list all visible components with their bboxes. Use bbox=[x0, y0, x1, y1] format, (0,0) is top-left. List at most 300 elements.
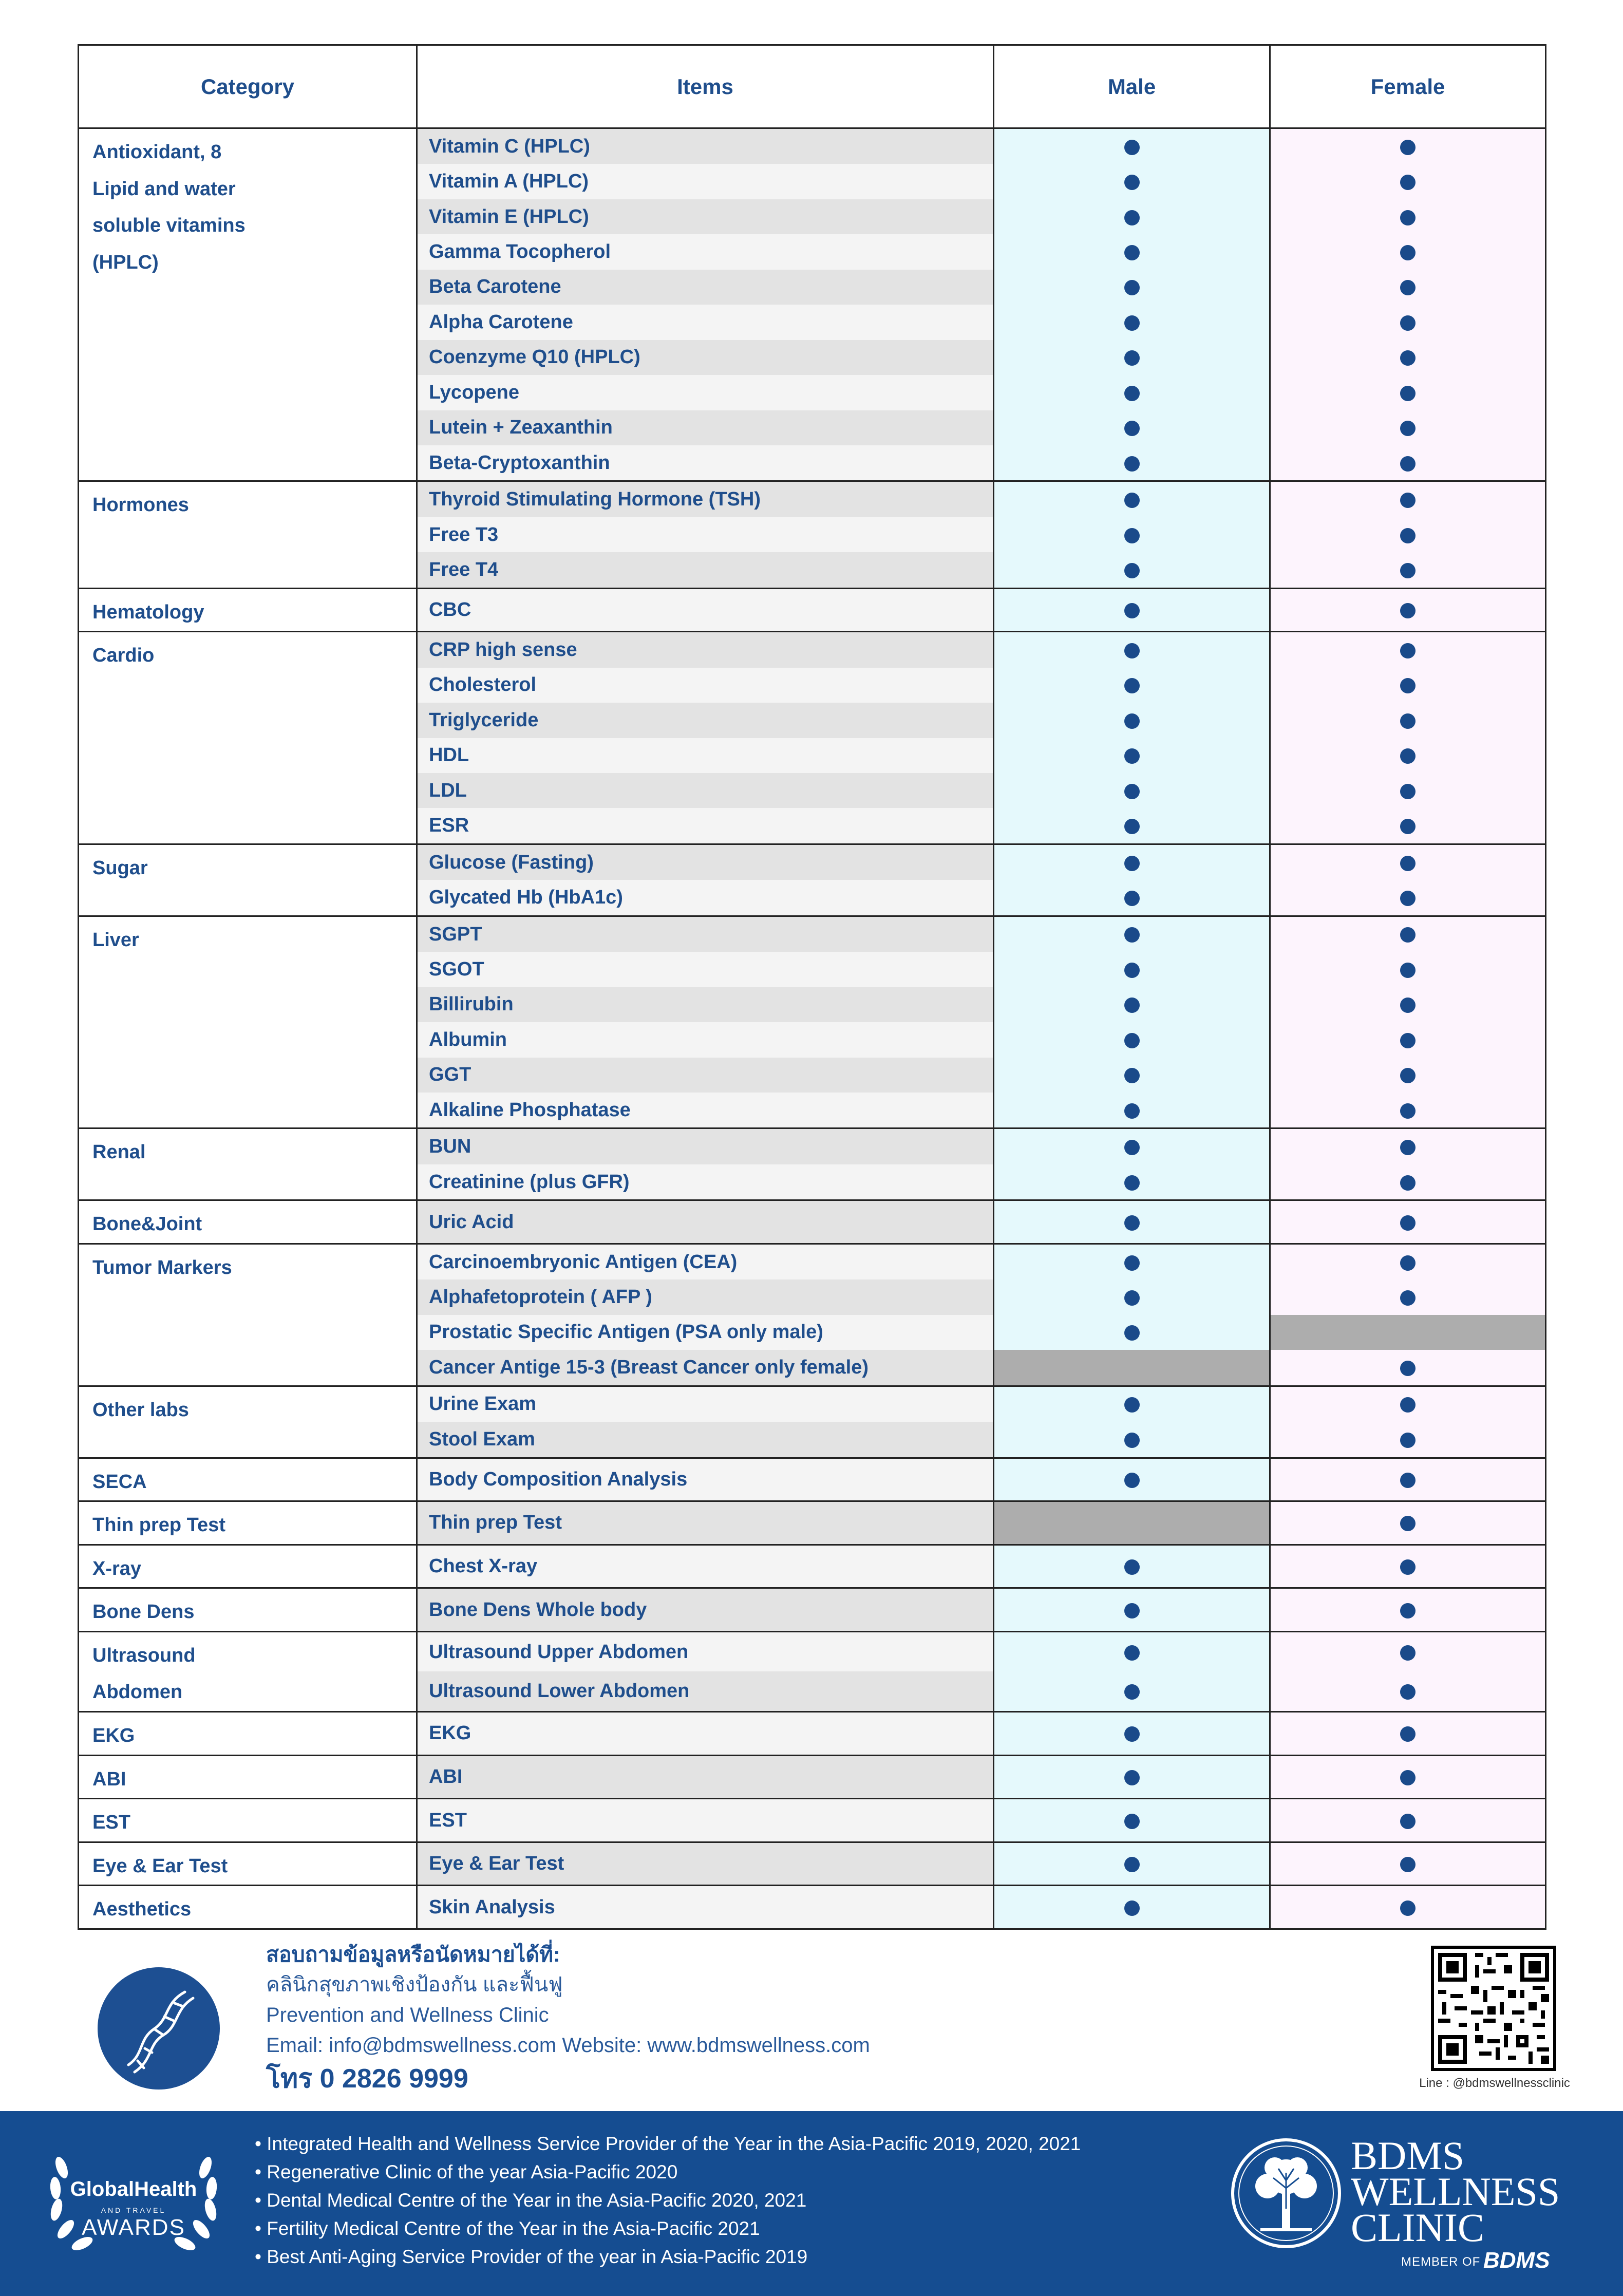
included-dot-icon bbox=[1400, 1770, 1416, 1785]
included-dot-icon bbox=[1124, 1325, 1140, 1341]
male-cell bbox=[994, 1501, 1270, 1545]
item-cell: SGOT bbox=[417, 952, 994, 987]
female-cell bbox=[1270, 1279, 1546, 1314]
category-label: Thin prep Test bbox=[92, 1514, 225, 1536]
included-dot-icon bbox=[1400, 1215, 1416, 1231]
item-cell: Skin Analysis bbox=[417, 1886, 994, 1929]
item-cell: Vitamin E (HPLC) bbox=[417, 199, 994, 234]
header-female: Female bbox=[1270, 45, 1546, 128]
category-cell bbox=[79, 1200, 417, 1244]
female-cell bbox=[1270, 1712, 1546, 1756]
male-cell bbox=[994, 1244, 1270, 1279]
included-dot-icon bbox=[1124, 643, 1140, 658]
included-dot-icon bbox=[1400, 713, 1416, 729]
female-cell bbox=[1270, 1164, 1546, 1200]
awards-list bbox=[255, 2130, 1081, 2271]
item-cell: EKG bbox=[417, 1712, 994, 1756]
female-cell bbox=[1270, 703, 1546, 738]
included-dot-icon bbox=[1400, 245, 1416, 260]
female-cell bbox=[1270, 517, 1546, 552]
included-dot-icon bbox=[1124, 140, 1140, 155]
category-cell bbox=[79, 1755, 417, 1799]
table-row bbox=[79, 844, 1546, 880]
item-cell: CRP high sense bbox=[417, 632, 994, 668]
table-row bbox=[79, 632, 1546, 668]
member-brand-logo: BDMS bbox=[1483, 2248, 1550, 2273]
male-cell bbox=[994, 1200, 1270, 1244]
female-cell bbox=[1270, 445, 1546, 481]
male-cell bbox=[994, 481, 1270, 517]
included-dot-icon bbox=[1124, 856, 1140, 871]
included-dot-icon bbox=[1400, 1473, 1416, 1488]
included-dot-icon bbox=[1400, 493, 1416, 508]
male-cell bbox=[994, 1458, 1270, 1501]
category-label: soluble vitamins bbox=[92, 215, 246, 237]
category-label: Other labs bbox=[92, 1399, 189, 1421]
included-dot-icon bbox=[1124, 1255, 1140, 1271]
included-dot-icon bbox=[1124, 386, 1140, 401]
item-cell: HDL bbox=[417, 738, 994, 773]
included-dot-icon bbox=[1124, 1900, 1140, 1916]
category-label: EST bbox=[92, 1812, 130, 1834]
category-cell bbox=[79, 1545, 417, 1588]
phone-number[interactable]: โทร 0 2826 9999 bbox=[266, 2064, 468, 2094]
category-cell bbox=[79, 1799, 417, 1842]
category-cell bbox=[79, 1501, 417, 1545]
female-cell bbox=[1270, 270, 1546, 305]
included-dot-icon bbox=[1124, 1770, 1140, 1785]
male-cell bbox=[994, 1712, 1270, 1756]
male-cell bbox=[994, 1671, 1270, 1711]
male-cell bbox=[994, 1093, 1270, 1128]
item-cell: Thin prep Test bbox=[417, 1501, 994, 1545]
male-cell bbox=[994, 1279, 1270, 1314]
clinic-name-thai: คลินิกสุขภาพเชิงป้องกัน และฟื้นฟู bbox=[266, 1973, 563, 1996]
female-cell bbox=[1270, 952, 1546, 987]
category-label: Tumor Markers bbox=[92, 1256, 232, 1278]
included-dot-icon bbox=[1400, 140, 1416, 155]
category-cell bbox=[79, 1458, 417, 1501]
item-cell: Eye & Ear Test bbox=[417, 1842, 994, 1886]
included-dot-icon bbox=[1124, 678, 1140, 693]
category-label: Renal bbox=[92, 1141, 146, 1163]
male-cell bbox=[994, 128, 1270, 164]
award-subtitle: AND TRAVEL bbox=[101, 2206, 166, 2214]
included-dot-icon bbox=[1124, 1684, 1140, 1700]
line-id-label: Line : @bdmswellnessclinic bbox=[1419, 2076, 1570, 2090]
male-cell bbox=[994, 445, 1270, 481]
included-dot-icon bbox=[1400, 350, 1416, 366]
female-cell bbox=[1270, 1501, 1546, 1545]
dna-logo bbox=[98, 1967, 220, 2090]
included-dot-icon bbox=[1124, 1726, 1140, 1742]
item-cell: Lycopene bbox=[417, 375, 994, 410]
included-dot-icon bbox=[1124, 456, 1140, 472]
female-cell bbox=[1270, 1058, 1546, 1093]
included-dot-icon bbox=[1124, 1290, 1140, 1306]
male-cell bbox=[994, 305, 1270, 340]
included-dot-icon bbox=[1124, 175, 1140, 190]
qr-code-icon bbox=[1434, 1949, 1553, 2068]
item-cell: Beta Carotene bbox=[417, 270, 994, 305]
item-cell: Thyroid Stimulating Hormone (TSH) bbox=[417, 481, 994, 517]
male-cell bbox=[994, 1350, 1270, 1386]
table-row bbox=[79, 1755, 1546, 1799]
male-cell bbox=[994, 880, 1270, 916]
male-cell bbox=[994, 199, 1270, 234]
item-cell: Bone Dens Whole body bbox=[417, 1588, 994, 1632]
included-dot-icon bbox=[1124, 1397, 1140, 1413]
male-cell bbox=[994, 916, 1270, 952]
award-item: • Integrated Health and Wellness Service Provider of the Year in the Asia-Pacific 2019, 2020, 2021 bbox=[255, 2133, 1081, 2154]
included-dot-icon bbox=[1124, 748, 1140, 764]
female-cell bbox=[1270, 1350, 1546, 1386]
included-dot-icon bbox=[1124, 1140, 1140, 1155]
dna-icon bbox=[98, 1967, 220, 2090]
female-cell bbox=[1270, 552, 1546, 588]
category-label: Sugar bbox=[92, 857, 148, 879]
category-label: Lipid and water bbox=[92, 178, 236, 200]
item-cell: Alkaline Phosphatase bbox=[417, 1093, 994, 1128]
female-cell bbox=[1270, 880, 1546, 916]
category-label: Ultrasound bbox=[92, 1644, 196, 1666]
item-cell: ESR bbox=[417, 808, 994, 844]
included-dot-icon bbox=[1124, 1814, 1140, 1829]
female-cell bbox=[1270, 1128, 1546, 1164]
male-cell bbox=[994, 517, 1270, 552]
included-dot-icon bbox=[1400, 528, 1416, 543]
included-dot-icon bbox=[1400, 315, 1416, 331]
included-dot-icon bbox=[1400, 998, 1416, 1013]
included-dot-icon bbox=[1400, 421, 1416, 436]
clinic-name-english: Prevention and Wellness Clinic bbox=[266, 2004, 549, 2026]
included-dot-icon bbox=[1400, 1068, 1416, 1083]
included-dot-icon bbox=[1124, 280, 1140, 295]
included-dot-icon bbox=[1400, 784, 1416, 799]
female-cell bbox=[1270, 808, 1546, 844]
female-cell bbox=[1270, 987, 1546, 1022]
included-dot-icon bbox=[1400, 678, 1416, 693]
checkup-table-container bbox=[78, 44, 1545, 1930]
category-cell bbox=[79, 632, 417, 844]
email-website[interactable]: Email: info@bdmswellness.com Website: www.bdmswellness.com bbox=[266, 2034, 870, 2057]
item-cell: Vitamin C (HPLC) bbox=[417, 128, 994, 164]
included-dot-icon bbox=[1400, 748, 1416, 764]
included-dot-icon bbox=[1124, 1033, 1140, 1048]
male-cell bbox=[994, 738, 1270, 773]
female-cell bbox=[1270, 668, 1546, 703]
item-cell: Carcinoembryonic Antigen (CEA) bbox=[417, 1244, 994, 1279]
category-label: X-ray bbox=[92, 1557, 142, 1579]
category-cell bbox=[79, 1386, 417, 1458]
male-cell bbox=[994, 1545, 1270, 1588]
item-cell: Glucose (Fasting) bbox=[417, 844, 994, 880]
male-cell bbox=[994, 164, 1270, 199]
table-row bbox=[79, 1842, 1546, 1886]
included-dot-icon bbox=[1124, 1215, 1140, 1231]
table-row bbox=[79, 1588, 1546, 1632]
included-dot-icon bbox=[1400, 386, 1416, 401]
male-cell bbox=[994, 340, 1270, 375]
female-cell bbox=[1270, 1422, 1546, 1458]
included-dot-icon bbox=[1400, 1726, 1416, 1742]
female-cell bbox=[1270, 1022, 1546, 1057]
included-dot-icon bbox=[1124, 784, 1140, 799]
included-dot-icon bbox=[1400, 1397, 1416, 1413]
included-dot-icon bbox=[1400, 456, 1416, 472]
category-label: Liver bbox=[92, 929, 139, 951]
contact-title: สอบถามข้อมูลหรือนัดหมายได้ที่: bbox=[266, 1943, 560, 1966]
item-cell: EST bbox=[417, 1799, 994, 1842]
brand-name bbox=[1351, 2133, 1560, 2250]
included-dot-icon bbox=[1400, 643, 1416, 658]
item-cell: Body Composition Analysis bbox=[417, 1458, 994, 1501]
included-dot-icon bbox=[1124, 819, 1140, 834]
award-item: • Fertility Medical Centre of the Year in the Asia-Pacific 2021 bbox=[255, 2218, 760, 2239]
included-dot-icon bbox=[1124, 350, 1140, 366]
item-cell: GGT bbox=[417, 1058, 994, 1093]
male-cell bbox=[994, 375, 1270, 410]
table-row bbox=[79, 1631, 1546, 1671]
global-health-award-logo bbox=[41, 2147, 226, 2260]
item-cell: Albumin bbox=[417, 1022, 994, 1057]
male-cell bbox=[994, 1588, 1270, 1632]
male-cell bbox=[994, 1058, 1270, 1093]
member-of-label: MEMBER OF bbox=[1401, 2255, 1481, 2269]
category-label: (HPLC) bbox=[92, 251, 159, 273]
included-dot-icon bbox=[1124, 421, 1140, 436]
male-cell bbox=[994, 1022, 1270, 1057]
category-cell bbox=[79, 916, 417, 1128]
male-cell bbox=[994, 1631, 1270, 1671]
male-cell bbox=[994, 1799, 1270, 1842]
category-cell bbox=[79, 1244, 417, 1386]
category-label: Bone Dens bbox=[92, 1601, 195, 1623]
category-label: Bone&Joint bbox=[92, 1213, 202, 1235]
included-dot-icon bbox=[1124, 245, 1140, 260]
table-row bbox=[79, 1712, 1546, 1756]
header-male: Male bbox=[994, 45, 1270, 128]
female-cell bbox=[1270, 738, 1546, 773]
male-cell bbox=[994, 1128, 1270, 1164]
included-dot-icon bbox=[1124, 1645, 1140, 1661]
included-dot-icon bbox=[1124, 891, 1140, 906]
included-dot-icon bbox=[1400, 1255, 1416, 1271]
tree-logo-icon bbox=[1230, 2137, 1343, 2250]
male-cell bbox=[994, 1842, 1270, 1886]
item-cell: Cancer Antige 15-3 (Breast Cancer only female) bbox=[417, 1350, 994, 1386]
male-cell bbox=[994, 808, 1270, 844]
male-cell bbox=[994, 234, 1270, 269]
included-dot-icon bbox=[1124, 927, 1140, 943]
category-label: SECA bbox=[92, 1471, 147, 1493]
item-cell: Beta-Cryptoxanthin bbox=[417, 445, 994, 481]
awards-footer bbox=[0, 2111, 1623, 2296]
item-cell: Uric Acid bbox=[417, 1200, 994, 1244]
female-cell bbox=[1270, 773, 1546, 808]
award-item: • Dental Medical Centre of the Year in the Asia-Pacific 2020, 2021 bbox=[255, 2190, 807, 2211]
female-cell bbox=[1270, 632, 1546, 668]
included-dot-icon bbox=[1400, 280, 1416, 295]
included-dot-icon bbox=[1124, 1559, 1140, 1575]
male-cell bbox=[994, 987, 1270, 1022]
item-cell: Stool Exam bbox=[417, 1422, 994, 1458]
category-cell bbox=[79, 1631, 417, 1711]
item-cell: Urine Exam bbox=[417, 1386, 994, 1422]
female-cell bbox=[1270, 1093, 1546, 1128]
female-cell bbox=[1270, 375, 1546, 410]
female-cell bbox=[1270, 128, 1546, 164]
category-label: Eye & Ear Test bbox=[92, 1855, 228, 1877]
female-cell bbox=[1270, 1799, 1546, 1842]
female-cell bbox=[1270, 1244, 1546, 1279]
included-dot-icon bbox=[1400, 856, 1416, 871]
table-row bbox=[79, 1458, 1546, 1501]
male-cell bbox=[994, 410, 1270, 445]
female-cell bbox=[1270, 1458, 1546, 1501]
item-cell: ABI bbox=[417, 1755, 994, 1799]
male-cell bbox=[994, 773, 1270, 808]
award-item: • Regenerative Clinic of the year Asia-Pacific 2020 bbox=[255, 2161, 678, 2182]
included-dot-icon bbox=[1400, 1290, 1416, 1306]
item-cell: Creatinine (plus GFR) bbox=[417, 1164, 994, 1200]
female-cell bbox=[1270, 199, 1546, 234]
included-dot-icon bbox=[1400, 927, 1416, 943]
male-cell bbox=[994, 552, 1270, 588]
item-cell: Glycated Hb (HbA1c) bbox=[417, 880, 994, 916]
included-dot-icon bbox=[1400, 1900, 1416, 1916]
table-row bbox=[79, 1386, 1546, 1422]
included-dot-icon bbox=[1400, 210, 1416, 225]
female-cell bbox=[1270, 1545, 1546, 1588]
included-dot-icon bbox=[1400, 1516, 1416, 1531]
category-cell bbox=[79, 1712, 417, 1756]
brand-line: BDMS bbox=[1351, 2133, 1465, 2178]
category-label: Abdomen bbox=[92, 1681, 183, 1703]
category-cell bbox=[79, 1588, 417, 1632]
category-label: Aesthetics bbox=[92, 1898, 192, 1921]
included-dot-icon bbox=[1124, 315, 1140, 331]
female-cell bbox=[1270, 1588, 1546, 1632]
item-cell: Ultrasound Lower Abdomen bbox=[417, 1671, 994, 1711]
female-cell bbox=[1270, 1386, 1546, 1422]
included-dot-icon bbox=[1124, 210, 1140, 225]
female-cell bbox=[1270, 481, 1546, 517]
item-cell: LDL bbox=[417, 773, 994, 808]
checkup-table bbox=[78, 44, 1546, 1930]
table-row bbox=[79, 1200, 1546, 1244]
header-category: Category bbox=[79, 45, 417, 128]
category-label: Cardio bbox=[92, 645, 155, 667]
male-cell bbox=[994, 1164, 1270, 1200]
included-dot-icon bbox=[1124, 493, 1140, 508]
included-dot-icon bbox=[1400, 1103, 1416, 1119]
included-dot-icon bbox=[1400, 563, 1416, 578]
included-dot-icon bbox=[1124, 713, 1140, 729]
item-cell: Chest X-ray bbox=[417, 1545, 994, 1588]
male-cell bbox=[994, 668, 1270, 703]
included-dot-icon bbox=[1124, 998, 1140, 1013]
item-cell: Cholesterol bbox=[417, 668, 994, 703]
category-label: ABI bbox=[92, 1768, 126, 1790]
female-cell bbox=[1270, 1631, 1546, 1671]
item-cell: Ultrasound Upper Abdomen bbox=[417, 1631, 994, 1671]
female-cell bbox=[1270, 844, 1546, 880]
brand-line: WELLNESS bbox=[1351, 2169, 1560, 2214]
male-cell bbox=[994, 703, 1270, 738]
included-dot-icon bbox=[1400, 891, 1416, 906]
female-cell bbox=[1270, 1842, 1546, 1886]
male-cell bbox=[994, 844, 1270, 880]
female-cell bbox=[1270, 916, 1546, 952]
brand-line: CLINIC bbox=[1351, 2205, 1484, 2250]
female-cell bbox=[1270, 588, 1546, 632]
included-dot-icon bbox=[1400, 819, 1416, 834]
qr-code[interactable] bbox=[1431, 1946, 1556, 2071]
female-cell bbox=[1270, 1200, 1546, 1244]
category-label: Hormones bbox=[92, 494, 189, 516]
table-row bbox=[79, 1545, 1546, 1588]
item-cell: BUN bbox=[417, 1128, 994, 1164]
included-dot-icon bbox=[1400, 1140, 1416, 1155]
table-body bbox=[79, 128, 1546, 1929]
male-cell bbox=[994, 632, 1270, 668]
included-dot-icon bbox=[1124, 1433, 1140, 1448]
included-dot-icon bbox=[1124, 1603, 1140, 1619]
table-row bbox=[79, 588, 1546, 632]
included-dot-icon bbox=[1400, 1645, 1416, 1661]
item-cell: Gamma Tocopherol bbox=[417, 234, 994, 269]
category-cell bbox=[79, 844, 417, 916]
category-cell bbox=[79, 481, 417, 588]
female-cell bbox=[1270, 340, 1546, 375]
category-label: Hematology bbox=[92, 601, 204, 623]
header-items: Items bbox=[417, 45, 994, 128]
table-row bbox=[79, 1501, 1546, 1545]
contact-section bbox=[0, 1921, 1623, 2111]
category-cell bbox=[79, 588, 417, 632]
male-cell bbox=[994, 270, 1270, 305]
female-cell bbox=[1270, 1671, 1546, 1711]
table-row bbox=[79, 1799, 1546, 1842]
included-dot-icon bbox=[1400, 1603, 1416, 1619]
included-dot-icon bbox=[1124, 603, 1140, 618]
category-cell bbox=[79, 128, 417, 481]
male-cell bbox=[994, 1386, 1270, 1422]
female-cell bbox=[1270, 1755, 1546, 1799]
included-dot-icon bbox=[1124, 1103, 1140, 1119]
item-cell: Free T3 bbox=[417, 517, 994, 552]
female-cell bbox=[1270, 164, 1546, 199]
table-row bbox=[79, 1244, 1546, 1279]
item-cell: Lutein + Zeaxanthin bbox=[417, 410, 994, 445]
included-dot-icon bbox=[1400, 1684, 1416, 1700]
award-name: GlobalHealth bbox=[70, 2178, 197, 2200]
included-dot-icon bbox=[1124, 963, 1140, 978]
male-cell bbox=[994, 1315, 1270, 1350]
included-dot-icon bbox=[1124, 1175, 1140, 1191]
table-row bbox=[79, 481, 1546, 517]
included-dot-icon bbox=[1400, 1433, 1416, 1448]
item-cell: Billirubin bbox=[417, 987, 994, 1022]
table-row bbox=[79, 1128, 1546, 1164]
category-label: EKG bbox=[92, 1725, 135, 1747]
female-cell bbox=[1270, 305, 1546, 340]
item-cell: Alphafetoprotein ( AFP ) bbox=[417, 1279, 994, 1314]
item-cell: Triglyceride bbox=[417, 703, 994, 738]
table-header-row bbox=[79, 45, 1546, 128]
item-cell: CBC bbox=[417, 588, 994, 632]
